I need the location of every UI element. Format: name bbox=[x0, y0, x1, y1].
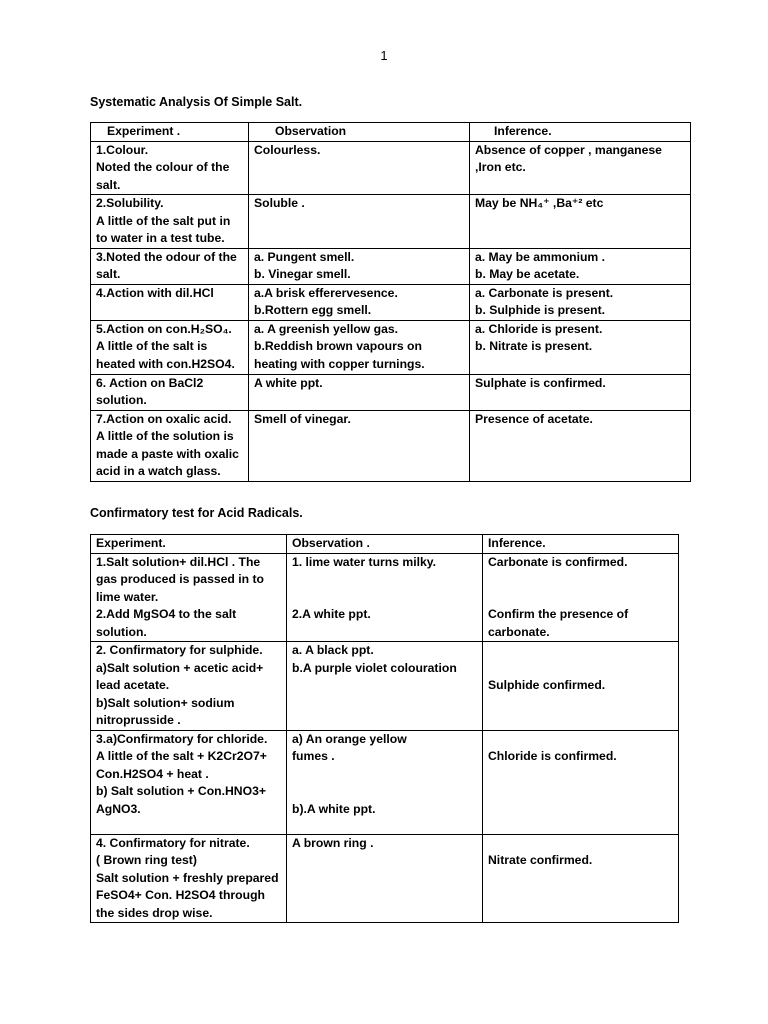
cell-observation: Colourless. bbox=[249, 141, 470, 195]
cell-observation: a) An orange yellow fumes . b).A white ppt. bbox=[287, 730, 483, 834]
cell-inference: Absence of copper , manganese ,Iron etc. bbox=[470, 141, 691, 195]
table-row bbox=[91, 834, 679, 923]
cell-inference: Nitrate confirmed. bbox=[483, 834, 679, 923]
cell-experiment: 3.Noted the odour of the salt. bbox=[91, 248, 249, 284]
cell-observation: a. A black ppt. b.A purple violet colouration bbox=[287, 642, 483, 731]
cell-experiment: 4. Confirmatory for nitrate. ( Brown ring test) Salt solution + freshly prepared FeSO4+ Con. H2SO4 through the sides drop wise. bbox=[91, 834, 287, 923]
cell-experiment: 2. Confirmatory for sulphide. a)Salt solution + acetic acid+ lead acetate. b)Salt solution+ sodium nitroprusside . bbox=[91, 642, 287, 731]
header-inference: Inference. bbox=[483, 535, 679, 554]
table-row bbox=[91, 374, 691, 410]
cell-inference: a. Carbonate is present. b. Sulphide is present. bbox=[470, 284, 691, 320]
cell-experiment: 3.a)Confirmatory for chloride. A little of the salt + K2Cr2O7+ Con.H2SO4 + heat . b) Salt solution + Con.HNO3+ AgNO3. bbox=[91, 730, 287, 834]
cell-experiment: 1.Colour. Noted the colour of the salt. bbox=[91, 141, 249, 195]
cell-observation: a. A greenish yellow gas. b.Reddish brown vapours on heating with copper turnings. bbox=[249, 320, 470, 374]
page-number: 1 bbox=[380, 48, 388, 63]
table-row bbox=[91, 320, 691, 374]
confirmatory-test-table bbox=[90, 534, 679, 923]
table-row bbox=[91, 642, 679, 731]
cell-observation: A white ppt. bbox=[249, 374, 470, 410]
cell-observation: a.A brisk efferervesence. b.Rottern egg smell. bbox=[249, 284, 470, 320]
systematic-analysis-table bbox=[90, 122, 691, 482]
table-row bbox=[91, 284, 691, 320]
table-header-row bbox=[91, 123, 691, 142]
table-row bbox=[91, 195, 691, 249]
table-row bbox=[91, 730, 679, 834]
table-header-row bbox=[91, 535, 679, 554]
cell-inference: a. Chloride is present. b. Nitrate is present. bbox=[470, 320, 691, 374]
cell-observation: Smell of vinegar. bbox=[249, 410, 470, 481]
cell-inference: May be NH₄⁺ ,Ba⁺² etc bbox=[470, 195, 691, 249]
section2-title: Confirmatory test for Acid Radicals. bbox=[90, 506, 303, 520]
header-observation: Observation bbox=[249, 123, 470, 142]
table-row bbox=[91, 553, 679, 642]
table-row bbox=[91, 410, 691, 481]
table-row bbox=[91, 248, 691, 284]
section1-title: Systematic Analysis Of Simple Salt. bbox=[90, 95, 303, 109]
cell-inference: a. May be ammonium . b. May be acetate. bbox=[470, 248, 691, 284]
header-experiment: Experiment . bbox=[91, 123, 249, 142]
cell-inference: Presence of acetate. bbox=[470, 410, 691, 481]
cell-inference: Carbonate is confirmed. Confirm the presence of carbonate. bbox=[483, 553, 679, 642]
cell-observation: A brown ring . bbox=[287, 834, 483, 923]
cell-observation: Soluble . bbox=[249, 195, 470, 249]
cell-inference: Sulphate is confirmed. bbox=[470, 374, 691, 410]
header-inference: Inference. bbox=[470, 123, 691, 142]
cell-experiment: 1.Salt solution+ dil.HCl . The gas produced is passed in to lime water. 2.Add MgSO4 to the salt solution. bbox=[91, 553, 287, 642]
cell-observation: 1. lime water turns milky. 2.A white ppt. bbox=[287, 553, 483, 642]
cell-experiment: 2.Solubility. A little of the salt put in to water in a test tube. bbox=[91, 195, 249, 249]
cell-inference: Chloride is confirmed. bbox=[483, 730, 679, 834]
cell-experiment: 4.Action with dil.HCl bbox=[91, 284, 249, 320]
cell-experiment: 5.Action on con.H₂SO₄. A little of the salt is heated with con.H2SO4. bbox=[91, 320, 249, 374]
table-row bbox=[91, 141, 691, 195]
cell-inference: Sulphide confirmed. bbox=[483, 642, 679, 731]
cell-observation: a. Pungent smell. b. Vinegar smell. bbox=[249, 248, 470, 284]
cell-experiment: 6. Action on BaCl2 solution. bbox=[91, 374, 249, 410]
header-experiment: Experiment. bbox=[91, 535, 287, 554]
cell-experiment: 7.Action on oxalic acid. A little of the solution is made a paste with oxalic acid in a watch glass. bbox=[91, 410, 249, 481]
header-observation: Observation . bbox=[287, 535, 483, 554]
